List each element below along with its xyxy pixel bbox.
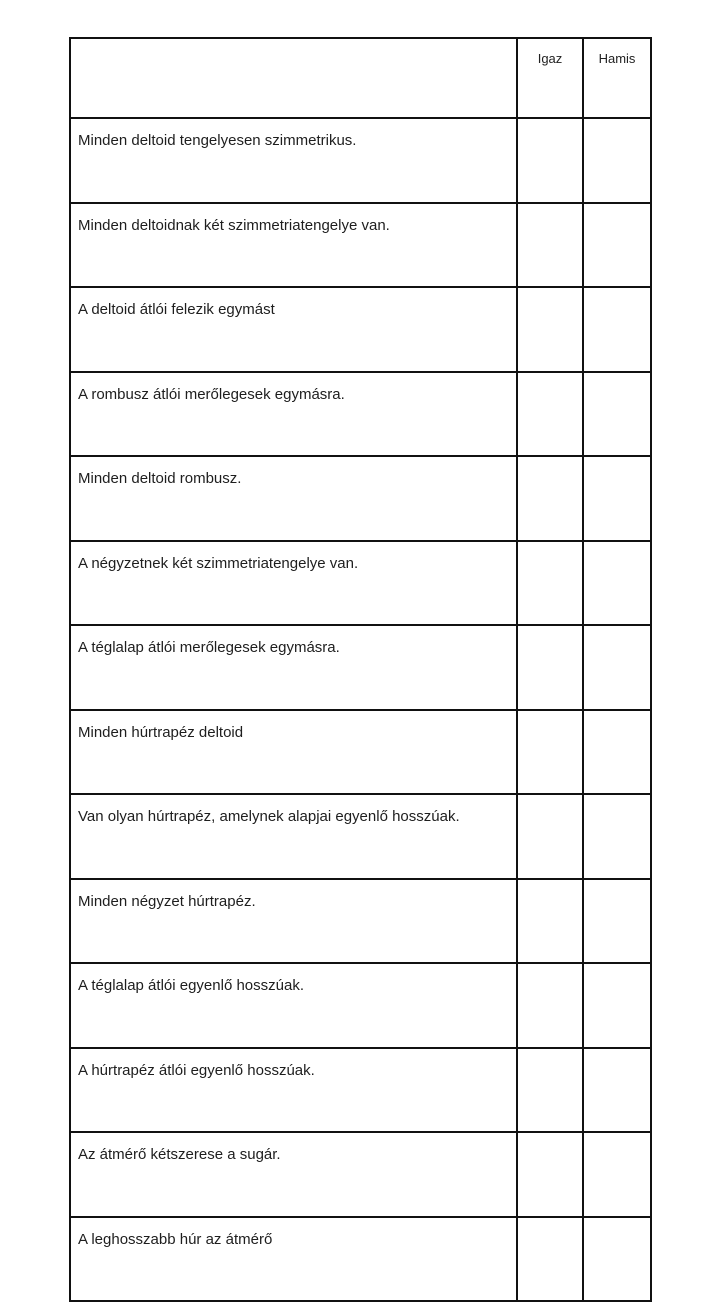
hamis-answer-cell[interactable] xyxy=(583,710,651,795)
hamis-answer-cell[interactable] xyxy=(583,963,651,1048)
table-row xyxy=(70,1132,651,1217)
statement-cell: Van olyan húrtrapéz, amelynek alapjai egyenlő hosszúak. xyxy=(70,794,517,879)
statement-cell: A téglalap átlói merőlegesek egymásra. xyxy=(70,625,517,710)
igaz-answer-cell[interactable] xyxy=(517,1217,583,1302)
table-row xyxy=(70,203,651,288)
igaz-answer-cell[interactable] xyxy=(517,203,583,288)
hamis-answer-cell[interactable] xyxy=(583,541,651,626)
hamis-answer-cell[interactable] xyxy=(583,794,651,879)
igaz-answer-cell[interactable] xyxy=(517,118,583,203)
table-row xyxy=(70,1217,651,1302)
statement-cell: Minden deltoid rombusz. xyxy=(70,456,517,541)
statement-cell: Minden deltoidnak két szimmetriatengelye van. xyxy=(70,203,517,288)
hamis-answer-cell[interactable] xyxy=(583,1048,651,1133)
igaz-answer-cell[interactable] xyxy=(517,963,583,1048)
table-row xyxy=(70,118,651,203)
hamis-answer-cell[interactable] xyxy=(583,1217,651,1302)
igaz-answer-cell[interactable] xyxy=(517,879,583,964)
statement-cell: Minden négyzet húrtrapéz. xyxy=(70,879,517,964)
igaz-answer-cell[interactable] xyxy=(517,456,583,541)
table-row xyxy=(70,963,651,1048)
header-row xyxy=(70,38,651,118)
header-hamis: Hamis xyxy=(583,38,651,118)
statement-cell: A leghosszabb húr az átmérő xyxy=(70,1217,517,1302)
statement-cell: A négyzetnek két szimmetriatengelye van. xyxy=(70,541,517,626)
table-row xyxy=(70,1048,651,1133)
table-row xyxy=(70,879,651,964)
igaz-answer-cell[interactable] xyxy=(517,794,583,879)
hamis-answer-cell[interactable] xyxy=(583,287,651,372)
table-row xyxy=(70,710,651,795)
true-false-table xyxy=(69,37,652,1302)
table-body xyxy=(70,38,651,1301)
statement-cell: Minden húrtrapéz deltoid xyxy=(70,710,517,795)
igaz-answer-cell[interactable] xyxy=(517,541,583,626)
statement-cell: Az átmérő kétszerese a sugár. xyxy=(70,1132,517,1217)
hamis-answer-cell[interactable] xyxy=(583,879,651,964)
statement-cell: A húrtrapéz átlói egyenlő hosszúak. xyxy=(70,1048,517,1133)
igaz-answer-cell[interactable] xyxy=(517,625,583,710)
hamis-answer-cell[interactable] xyxy=(583,203,651,288)
table-row xyxy=(70,541,651,626)
table-row xyxy=(70,625,651,710)
igaz-answer-cell[interactable] xyxy=(517,1048,583,1133)
table-row xyxy=(70,794,651,879)
hamis-answer-cell[interactable] xyxy=(583,118,651,203)
hamis-answer-cell[interactable] xyxy=(583,625,651,710)
statement-cell: A téglalap átlói egyenlő hosszúak. xyxy=(70,963,517,1048)
igaz-answer-cell[interactable] xyxy=(517,710,583,795)
statement-cell: A rombusz átlói merőlegesek egymásra. xyxy=(70,372,517,457)
table-row xyxy=(70,372,651,457)
igaz-answer-cell[interactable] xyxy=(517,287,583,372)
hamis-answer-cell[interactable] xyxy=(583,456,651,541)
statement-cell: A deltoid átlói felezik egymást xyxy=(70,287,517,372)
igaz-answer-cell[interactable] xyxy=(517,372,583,457)
table-row xyxy=(70,456,651,541)
hamis-answer-cell[interactable] xyxy=(583,372,651,457)
table-row xyxy=(70,287,651,372)
statement-cell: Minden deltoid tengelyesen szimmetrikus. xyxy=(70,118,517,203)
igaz-answer-cell[interactable] xyxy=(517,1132,583,1217)
header-statement xyxy=(70,38,517,118)
header-igaz: Igaz xyxy=(517,38,583,118)
hamis-answer-cell[interactable] xyxy=(583,1132,651,1217)
